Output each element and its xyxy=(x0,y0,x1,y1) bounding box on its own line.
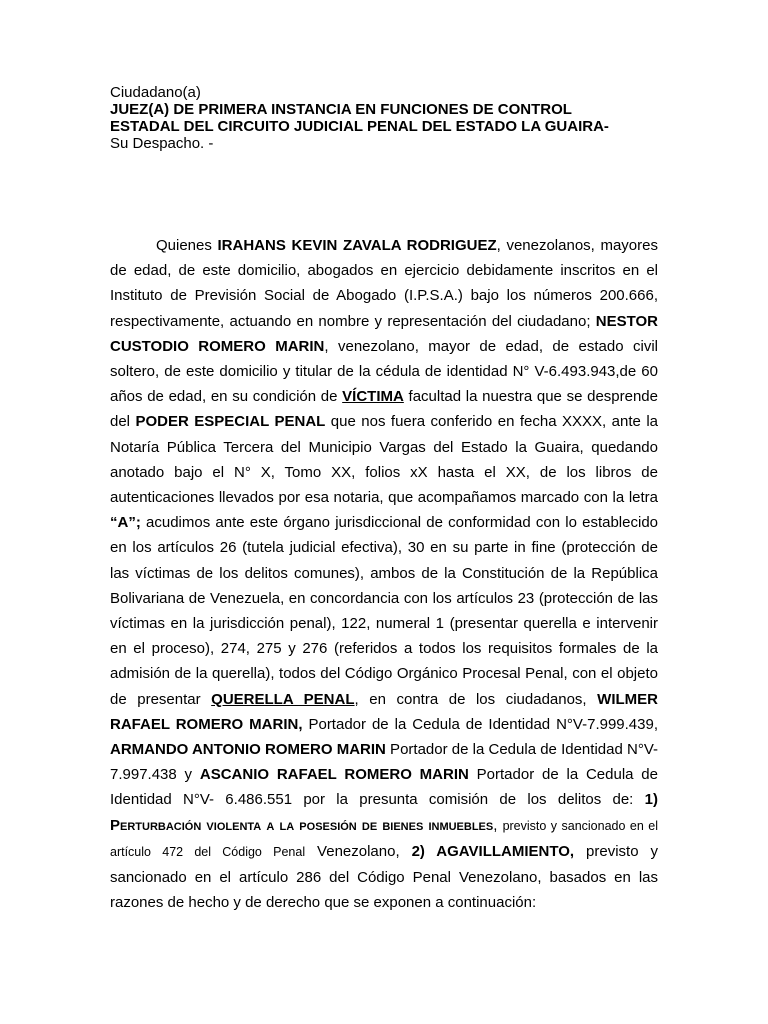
text-run: previsto y sancionado en el artículo 286 del Código Penal Venezolano, basados en las razones de hecho y de derecho que se exponen a continuación: xyxy=(110,842,658,912)
text-run: Portador de la Cedula de Identidad N°V- 6.486.551 por la presunta comisión de los delitos de: xyxy=(110,766,658,809)
power-of-attorney-label: PODER ESPECIAL PENAL xyxy=(135,413,326,431)
client-name: NESTOR CUSTODIO ROMERO MARIN xyxy=(110,312,658,355)
text-run: acudimos ante este órgano jurisdiccional de conformidad con lo establecido en los artículos 26 (tutela judicial efectiva), 30 en su parte in fine (protección de las víctimas de los delitos comunes), ambos de la Constitución de la República Bolivariana de Venezuela, en concordancia con los artículos 23 (protección de las víctimas en la jurisdicción penal), 122, numeral 1 (presentar querella e intervenir en el proceso), 274, 275 y 276 (referidos a todos los requisitos formales de la admisión de la querella), todos del Código Orgánico Procesal Penal, con el objeto de presentar xyxy=(110,514,658,708)
text-run: Venezolano, xyxy=(305,842,412,860)
text-run: Portador de la Cedula de Identidad N°V-7.999.439, xyxy=(302,715,658,733)
offense-2: 2) AGAVILLAMIENTO, xyxy=(411,842,575,860)
offense-1: 1) Perturbación violenta a la posesión de bienes inmuebles xyxy=(110,791,658,834)
annex-letter: “A”; xyxy=(110,514,141,532)
body-paragraph xyxy=(110,233,658,915)
text-run: facultad la nuestra que se desprende del xyxy=(110,388,658,431)
attorney-name: IRAHANS KEVIN ZAVALA RODRIGUEZ xyxy=(217,237,497,254)
text-run: , venezolano, mayor de edad, de estado civil soltero, de este domicilio y titular de la cédula de identidad N° V-6.493.943,de 60 años de edad, en su condición de xyxy=(110,337,658,406)
text-run: Quienes xyxy=(156,237,218,254)
addressee-title-line-1: JUEZ(A) DE PRIMERA INSTANCIA EN FUNCIONES DE CONTROL xyxy=(110,101,572,118)
addressee-title-line-2: ESTADAL DEL CIRCUITO JUDICIAL PENAL DEL ESTADO LA GUAIRA- xyxy=(110,118,609,135)
text-run: , venezolanos, mayores de edad, de este domicilio, abogados en ejercicio debidamente inscritos en el Instituto de Previsión Social de Abogado (I.P.S.A.) bajo los números 200.666, respectivamente, actuando en nombre y representación del ciudadano; xyxy=(110,237,658,330)
defendant-name-2: ARMANDO ANTONIO ROMERO MARIN xyxy=(110,741,386,759)
addressee-block xyxy=(110,84,670,152)
text-run: , xyxy=(493,816,503,834)
text-run: Portador de la Cedula de Identidad N°V- 7.997.438 y xyxy=(110,741,658,784)
complaint-label: QUERELLA PENAL xyxy=(211,690,355,708)
victim-label: VÍCTIMA xyxy=(342,388,404,406)
defendant-name-1: WILMER RAFAEL ROMERO MARIN, xyxy=(110,690,658,733)
defendant-name-3: ASCANIO RAFAEL ROMERO MARIN xyxy=(199,766,469,784)
addressee-closing: Su Despacho. - xyxy=(110,135,214,152)
offense-1-article: previsto y sancionado en el artículo 472 del Código Penal xyxy=(110,818,658,859)
addressee-salutation: Ciudadano(a) xyxy=(110,84,201,101)
text-run: que nos fuera conferido en fecha XXXX, ante la Notaría Pública Tercera del Municipio Vargas del Estado la Guaira, quedando anotado bajo el N° X, Tomo XX, folios xX hasta el XX, de los libros de autenticaciones llevados por esa notaria, que acompañamos marcado con la letra xyxy=(110,413,658,507)
text-run: , en contra de los ciudadanos, xyxy=(354,690,598,708)
